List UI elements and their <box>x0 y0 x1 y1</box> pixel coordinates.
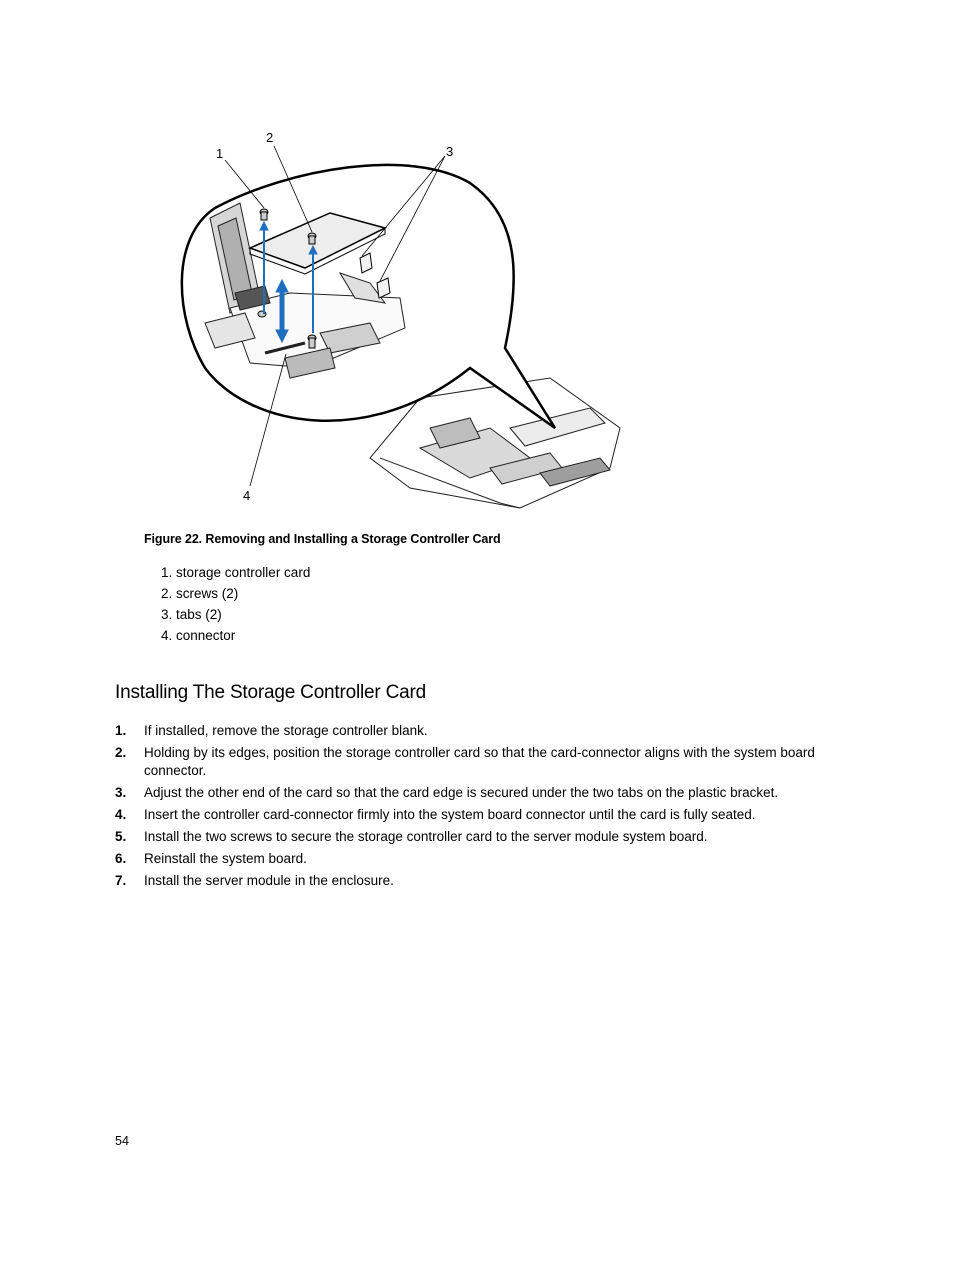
legend-item: 3. tabs (2) <box>161 607 222 622</box>
page-number: 54 <box>115 1134 129 1148</box>
step-number: 4. <box>115 807 127 822</box>
step-number: 3. <box>115 785 127 800</box>
step-text: Install the server module in the enclosure. <box>144 873 394 888</box>
step-item <box>115 806 815 824</box>
figure-caption: Figure 22. Removing and Installing a Storage Controller Card <box>144 532 501 546</box>
callout-4: 4 <box>243 488 251 503</box>
section-heading: Installing The Storage Controller Card <box>115 682 426 703</box>
step-number: 6. <box>115 851 127 866</box>
step-text: Install the two screws to secure the storage controller card to the server module system board. <box>144 829 708 844</box>
step-number: 7. <box>115 873 127 888</box>
legend-item: 4. connector <box>161 628 236 643</box>
step-item <box>115 744 815 780</box>
step-number: 2. <box>115 745 127 760</box>
figure-storage-controller-card <box>170 128 630 516</box>
step-item <box>115 828 815 846</box>
step-text: Holding by its edges, position the storage controller card so that the card-connector aligns with the system board connector. <box>144 745 815 778</box>
exploded-diagram <box>170 128 630 516</box>
installation-steps <box>115 722 815 894</box>
figure-legend <box>161 562 310 646</box>
step-text: Reinstall the system board. <box>144 851 307 866</box>
step-number: 1. <box>115 723 127 738</box>
step-item <box>115 872 815 890</box>
step-text: If installed, remove the storage controller blank. <box>144 723 428 738</box>
callout-2: 2 <box>266 130 274 145</box>
step-text: Adjust the other end of the card so that the card edge is secured under the two tabs on the plastic bracket. <box>144 785 779 800</box>
callout-1: 1 <box>216 146 224 161</box>
step-item <box>115 784 815 802</box>
legend-item: 1. storage controller card <box>161 565 311 580</box>
step-text: Insert the controller card-connector firmly into the system board connector until the card is fully seated. <box>144 807 756 822</box>
callout-3: 3 <box>446 144 454 159</box>
legend-item: 2. screws (2) <box>161 586 239 601</box>
step-number: 5. <box>115 829 127 844</box>
step-item <box>115 850 815 868</box>
step-item <box>115 722 815 740</box>
